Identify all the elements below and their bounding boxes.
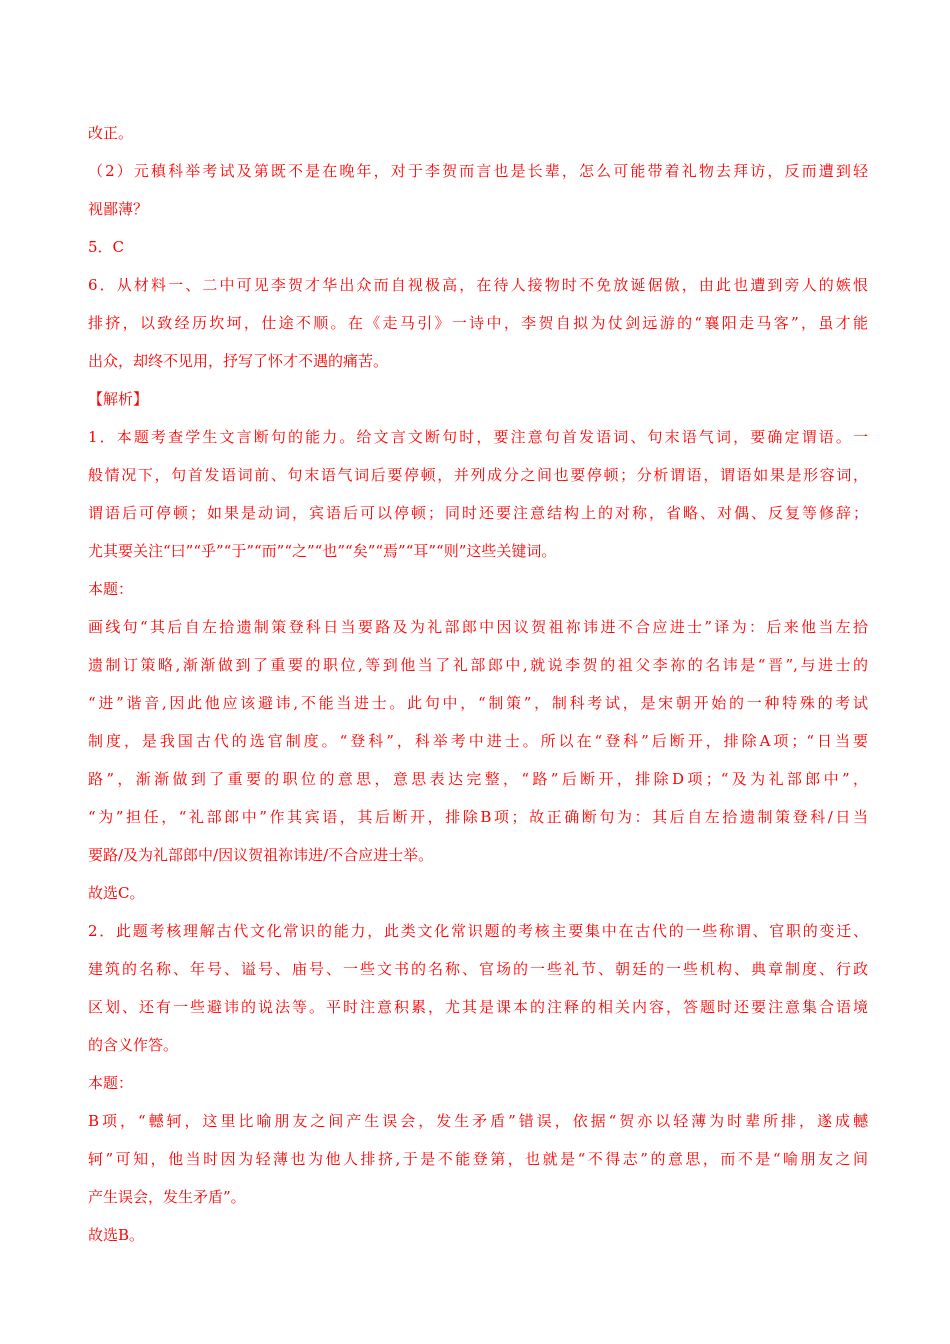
text-line: 改正。 [88, 124, 134, 142]
text-line: 建筑的名称、年号、谥号、庙号、一些文书的名称、官场的一些礼节、朝廷的一些机构、典章制度、行政 [88, 960, 868, 978]
text-line: 故选B。 [88, 1226, 145, 1244]
text-line: 视鄙薄？ [88, 200, 149, 218]
text-line: （2）元稹科举考试及第既不是在晚年，对于李贺而言也是长辈，怎么可能带着礼物去拜访，反而遭到轻 [88, 162, 868, 180]
text-line: B项，“轗轲，这里比喻朋友之间产生误会，发生矛盾”错误，依据“贺亦以轻薄为时辈所排，遂成轗 [88, 1112, 868, 1130]
text-line: 2．此题考核理解古代文化常识的能力，此类文化常识题的考核主要集中在古代的一些称谓、官职的变迁、 [88, 922, 868, 940]
text-line: 6．从材料一、二中可见李贺才华出众而自视极高，在待人接物时不免放诞倨傲，由此也遭到旁人的嫉恨 [88, 276, 868, 294]
text-line: “为”担任，“礼部郎中”作其宾语，其后断开，排除B项；故正确断句为：其后自左拾遗制策登科/日当 [88, 808, 868, 826]
text-line: 般情况下，句首发语词前、句末语气词后要停顿，并列成分之间也要停顿；分析谓语，谓语如果是形容词， [88, 466, 868, 484]
section-heading: 【解析】 [88, 390, 149, 408]
text-line: 轲”可知，他当时因为轻薄也为他人排挤,于是不能登第，也就是“不得志”的意思，而不是“喻朋友之间 [88, 1150, 868, 1168]
text-line: “进”谐音,因此他应该避讳,不能当进士。此句中，“制策”，制科考试，是宋朝开始的一种特殊的考试 [88, 694, 868, 712]
text-line: 5．C [88, 238, 125, 256]
text-line: 制度，是我国古代的选官制度。“登科”，科举考中进士。所以在“登科”后断开，排除A项；“日当要 [88, 732, 868, 750]
text-line: 画线句“其后自左拾遗制策登科日当要路及为礼部郎中因议贺祖祢讳进不合应进士”译为：后来他当左拾 [88, 618, 868, 636]
text-line: 遗制订策略,渐渐做到了重要的职位,等到他当了礼部郎中,就说李贺的祖父李祢的名讳是“晋”,与进士的 [88, 656, 868, 674]
text-line: 产生误会，发生矛盾”。 [88, 1188, 246, 1206]
text-line: 出众，却终不见用，抒写了怀才不遇的痛苦。 [88, 352, 389, 370]
text-line: 本题： [88, 580, 134, 598]
text-line: 本题： [88, 1074, 134, 1092]
text-line: 排挤，以致经历坎坷，仕途不顺。在《走马引》一诗中，李贺自拟为仗剑远游的“襄阳走马客”，虽才能 [88, 314, 868, 332]
text-line: 故选C。 [88, 884, 145, 902]
text-line: 要路/及为礼部郎中/因议贺祖祢讳进/不合应进士举。 [88, 846, 434, 864]
text-line: 区划、还有一些避讳的说法等。平时注意积累，尤其是课本的注释的相关内容，答题时还要注意集合语境 [88, 998, 868, 1016]
text-line: 谓语后可停顿；如果是动词，宾语后可以停顿；同时还要注意结构上的对称，省略、对偶、反复等修辞； [88, 504, 868, 522]
text-line: 尤其要关注“曰”“乎”“于”“而”“之”“也”“矣”“焉”“耳”“则”这些关键词。 [88, 542, 557, 560]
text-line: 1．本题考查学生文言断句的能力。给文言文断句时，要注意句首发语词、句末语气词，要确定谓语。一 [88, 428, 868, 446]
answer-explanation-text [88, 114, 868, 1254]
text-line: 路”，渐渐做到了重要的职位的意思，意思表达完整，“路”后断开，排除D项；“及为礼部郎中”， [88, 770, 868, 788]
text-line: 的含义作答。 [88, 1036, 179, 1054]
